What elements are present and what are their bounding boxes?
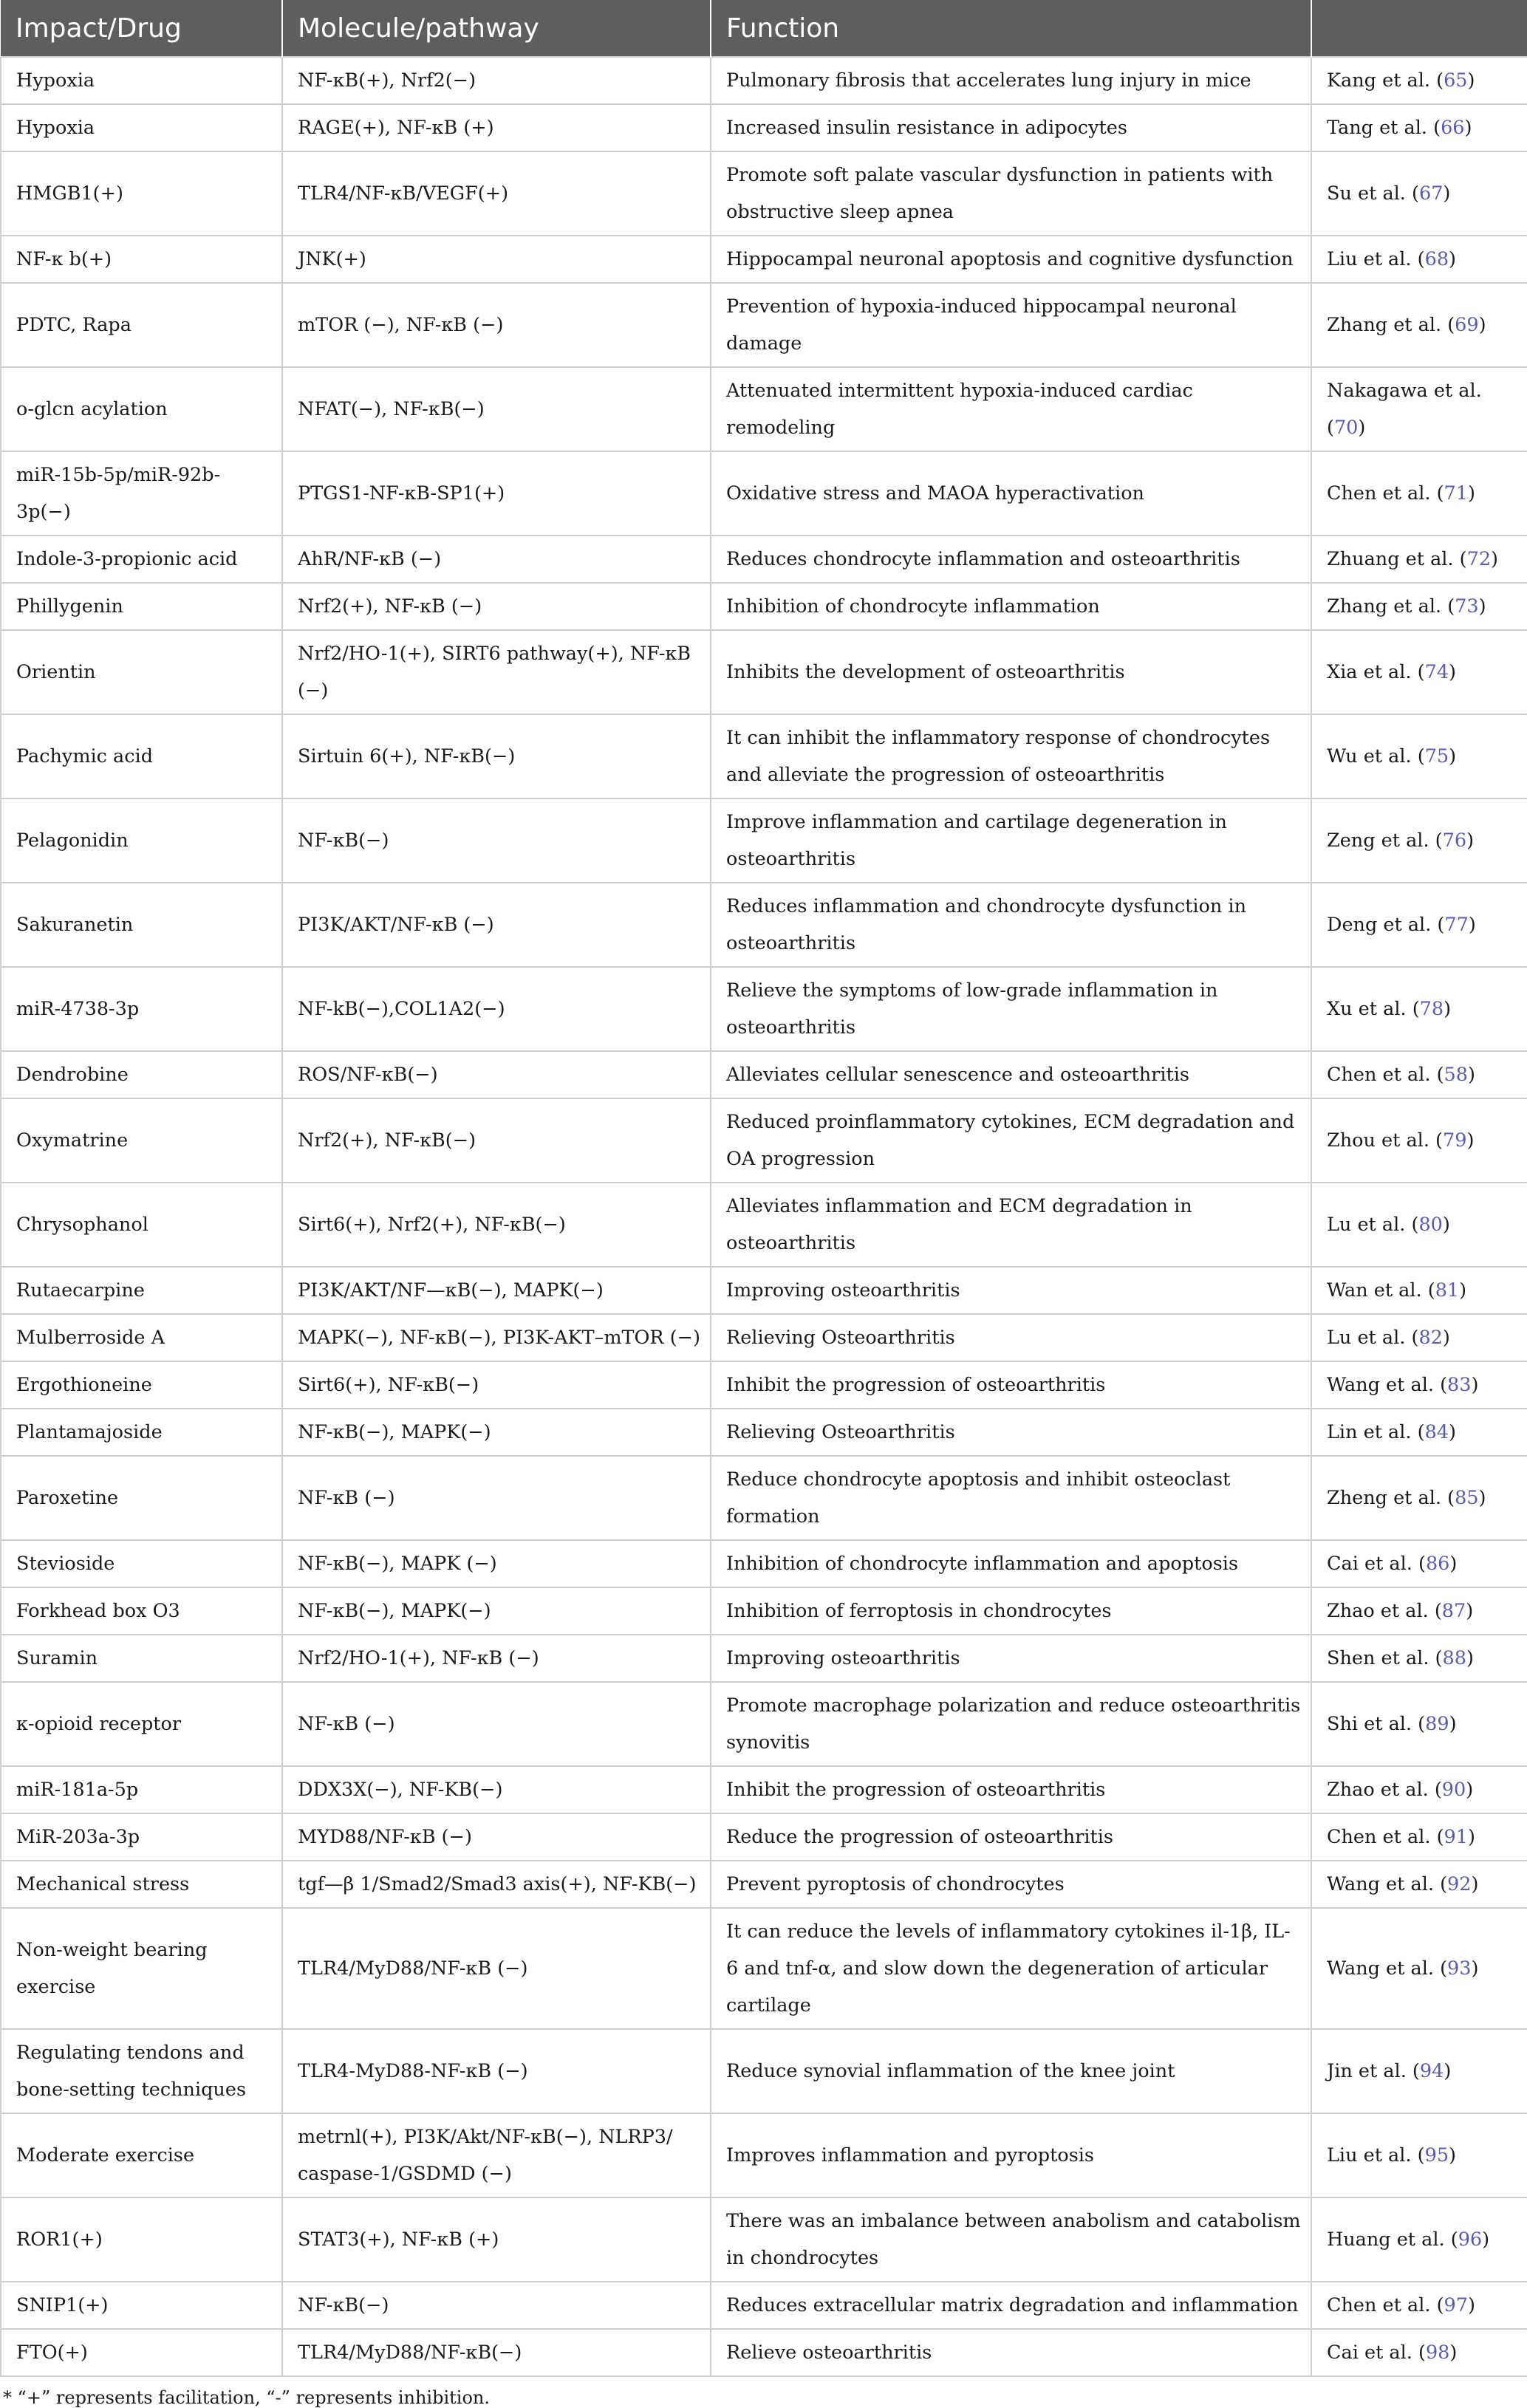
cell-pathway: NF-κB(−) [282,798,711,883]
cell-reference: Wu et al. (75) [1311,714,1527,798]
table-row [1,2197,1527,2282]
reference-author: Lu et al. [1327,1214,1406,1236]
table-row [1,104,1527,151]
cell-pathway: mTOR (−), NF-κB (−) [282,283,711,367]
reference-author: Zhao et al. [1327,1600,1429,1622]
cell-impact: Forkhead box O3 [1,1587,282,1635]
reference-author: Xu et al. [1327,998,1407,1020]
reference-author: Shen et al. [1327,1647,1429,1669]
cell-impact: ROR1(+) [1,2197,282,2282]
reference-link[interactable]: 58 [1444,1064,1468,1086]
table-row [1,2282,1527,2329]
reference-author: Wang et al. [1327,1957,1434,1980]
reference-link[interactable]: 68 [1424,248,1449,270]
table-row [1,1908,1527,2029]
reference-author: Chen et al. [1327,1826,1431,1848]
reference-author: Lu et al. [1327,1327,1406,1349]
cell-pathway: Sirtuin 6(+), NF-κB(−) [282,714,711,798]
cell-pathway: NF-κB (−) [282,1456,711,1540]
cell-impact: Hypoxia [1,104,282,151]
cell-reference: Chen et al. (97) [1311,2282,1527,2329]
cell-impact: FTO(+) [1,2329,282,2376]
cell-reference: Xia et al. (74) [1311,630,1527,714]
cell-function: Reduces extracellular matrix degradation and inflammation [711,2282,1311,2329]
cell-reference: Lu et al. (82) [1311,1314,1527,1361]
table-row [1,283,1527,367]
cell-reference: Xu et al. (78) [1311,967,1527,1051]
cell-impact: miR-181a-5p [1,1766,282,1813]
cell-function: Inhibit the progression of osteoarthritis [711,1361,1311,1409]
reference-link[interactable]: 69 [1455,314,1479,336]
cell-pathway: NF-kB(−),COL1A2(−) [282,967,711,1051]
cell-reference: Zhao et al. (90) [1311,1766,1527,1813]
cell-impact: Chrysophanol [1,1183,282,1267]
reference-author: Su et al. [1327,182,1406,205]
column-header-impact: Impact/Drug [1,0,282,57]
reference-link[interactable]: 78 [1419,998,1444,1020]
reference-link[interactable]: 96 [1458,2229,1483,2251]
reference-author: Zeng et al. [1327,830,1429,852]
cell-pathway: JNK(+) [282,236,711,283]
table-header [1,0,1527,57]
reference-link[interactable]: 76 [1442,830,1467,852]
reference-author: Shi et al. [1327,1713,1412,1735]
cell-reference: Shi et al. (89) [1311,1682,1527,1766]
cell-function: Oxidative stress and MAOA hyperactivation [711,451,1311,536]
cell-pathway: Nrf2(+), NF-κB (−) [282,583,711,630]
cell-function: Reduces inflammation and chondrocyte dysfunction in osteoarthritis [711,883,1311,967]
cell-impact: Rutaecarpine [1,1267,282,1314]
cell-function: There was an imbalance between anabolism and catabolism in chondrocytes [711,2197,1311,2282]
table-row [1,2113,1527,2197]
cell-pathway: MYD88/NF-κB (−) [282,1813,711,1861]
cell-impact: Oxymatrine [1,1098,282,1183]
table-row [1,1587,1527,1635]
cell-function: Inhibition of chondrocyte inflammation and apoptosis [711,1540,1311,1587]
cell-reference: Lu et al. (80) [1311,1183,1527,1267]
cell-function: Inhibition of ferroptosis in chondrocytes [711,1587,1311,1635]
cell-function: Alleviates inflammation and ECM degradation in osteoarthritis [711,1183,1311,1267]
reference-link[interactable]: 70 [1333,417,1359,439]
cell-pathway: PI3K/AKT/NF-κB (−) [282,883,711,967]
cell-reference: Shen et al. (88) [1311,1635,1527,1682]
reference-link[interactable]: 66 [1441,117,1465,139]
reference-link[interactable]: 67 [1418,182,1444,205]
cell-function: Reduce chondrocyte apoptosis and inhibit osteoclast formation [711,1456,1311,1540]
cell-pathway: NF-κB(−) [282,2282,711,2329]
cell-pathway: NF-κB(−), MAPK(−) [282,1409,711,1456]
table-row [1,714,1527,798]
table-row [1,1635,1527,1682]
cell-reference: Wang et al. (93) [1311,1908,1527,2029]
cell-reference: Cai et al. (86) [1311,1540,1527,1587]
cell-reference: Huang et al. (96) [1311,2197,1527,2282]
table-row [1,583,1527,630]
cell-impact: HMGB1(+) [1,151,282,236]
cell-reference: Liu et al. (68) [1311,236,1527,283]
table-row [1,1540,1527,1587]
cell-reference: Lin et al. (84) [1311,1409,1527,1456]
reference-link[interactable]: 97 [1444,2294,1468,2316]
table-row [1,1183,1527,1267]
table-row [1,536,1527,583]
cell-pathway: PTGS1-NF-κB-SP1(+) [282,451,711,536]
reference-author: Zhuang et al. [1327,548,1454,570]
cell-pathway: Sirt6(+), Nrf2(+), NF-κB(−) [282,1183,711,1267]
table-row [1,883,1527,967]
reference-author: Lin et al. [1327,1421,1412,1443]
reference-author: Chen et al. [1327,2294,1431,2316]
reference-author: Cai et al. [1327,2342,1412,2364]
cell-pathway: STAT3(+), NF-κB (+) [282,2197,711,2282]
reference-link[interactable]: 91 [1444,1826,1468,1848]
cell-reference: Chen et al. (91) [1311,1813,1527,1861]
reference-link[interactable]: 85 [1455,1487,1479,1509]
reference-link[interactable]: 73 [1455,595,1479,618]
cell-pathway: NF-κB(+), Nrf2(−) [282,57,711,104]
cell-function: Improves inflammation and pyroptosis [711,2113,1311,2197]
cell-pathway: Sirt6(+), NF-κB(−) [282,1361,711,1409]
cell-pathway: NF-κB (−) [282,1682,711,1766]
cell-reference: Zhao et al. (87) [1311,1587,1527,1635]
cell-function: Relieving Osteoarthritis [711,1409,1311,1456]
cell-reference: Zhang et al. (69) [1311,283,1527,367]
cell-function: Relieve osteoarthritis [711,2329,1311,2376]
cell-pathway: ROS/NF-κB(−) [282,1051,711,1098]
table-row [1,2329,1527,2376]
cell-function: Prevention of hypoxia-induced hippocampal neuronal damage [711,283,1311,367]
cell-impact: Suramin [1,1635,282,1682]
table-row [1,1861,1527,1908]
cell-reference: Tang et al. (66) [1311,104,1527,151]
table-row [1,236,1527,283]
cell-function: Pulmonary fibrosis that accelerates lung injury in mice [711,57,1311,104]
cell-impact: Indole-3-propionic acid [1,536,282,583]
reference-author: Nakagawa et al. [1327,380,1482,402]
cell-function: Reduces chondrocyte inflammation and osteoarthritis [711,536,1311,583]
table-row [1,1051,1527,1098]
reference-link[interactable]: 77 [1444,914,1469,936]
cell-impact: SNIP1(+) [1,2282,282,2329]
cell-function: Attenuated intermittent hypoxia-induced cardiac remodeling [711,367,1311,451]
reference-author: Zhou et al. [1327,1129,1429,1152]
table-row [1,2029,1527,2113]
reference-link[interactable]: 75 [1424,745,1449,767]
cell-impact: Phillygenin [1,583,282,630]
cell-impact: Dendrobine [1,1051,282,1098]
reference-author: Cai et al. [1327,1553,1412,1575]
table-row [1,1813,1527,1861]
cell-pathway: RAGE(+), NF-κB (+) [282,104,711,151]
cell-impact: Sakuranetin [1,883,282,967]
reference-author: Liu et al. [1327,248,1412,270]
reference-link[interactable]: 81 [1435,1279,1460,1302]
cell-function: Alleviates cellular senescence and osteoarthritis [711,1051,1311,1098]
cell-pathway: NFAT(−), NF-κB(−) [282,367,711,451]
table-row [1,967,1527,1051]
cell-reference: Zheng et al. (85) [1311,1456,1527,1540]
table-body [1,57,1527,2376]
cell-function: Hippocampal neuronal apoptosis and cognitive dysfunction [711,236,1311,283]
reference-link[interactable]: 74 [1424,661,1449,683]
cell-impact: Mechanical stress [1,1861,282,1908]
cell-function: Promote macrophage polarization and reduce osteoarthritis synovitis [711,1682,1311,1766]
reference-link[interactable]: 82 [1418,1327,1443,1349]
cell-reference: Cai et al. (98) [1311,2329,1527,2376]
table-footnote: * “+” represents facilitation, “-” represents inhibition. [3,2387,491,2408]
cell-function: Improve inflammation and cartilage degeneration in osteoarthritis [711,798,1311,883]
cell-pathway: AhR/NF-κB (−) [282,536,711,583]
reference-link[interactable]: 90 [1441,1779,1466,1801]
reference-link[interactable]: 83 [1447,1374,1472,1396]
cell-impact: PDTC, Rapa [1,283,282,367]
cell-impact: κ-opioid receptor [1,1682,282,1766]
reference-author: Kang et al. [1327,69,1431,92]
cell-function: Improving osteoarthritis [711,1635,1311,1682]
reference-author: Wang et al. [1327,1374,1434,1396]
cell-pathway: MAPK(−), NF-κB(−), PI3K-AKT–mTOR (−) [282,1314,711,1361]
reference-link[interactable]: 95 [1424,2144,1449,2166]
reference-author: Wang et al. [1327,1873,1434,1895]
cell-reference: Chen et al. (71) [1311,451,1527,536]
cell-reference: Liu et al. (95) [1311,2113,1527,2197]
cell-pathway: TLR4/MyD88/NF-κB (−) [282,1908,711,2029]
table-row [1,1456,1527,1540]
cell-reference: Zhuang et al. (72) [1311,536,1527,583]
table-row [1,451,1527,536]
table-row [1,1682,1527,1766]
column-header-reference [1311,0,1527,57]
cell-reference: Deng et al. (77) [1311,883,1527,967]
cell-impact: Plantamajoside [1,1409,282,1456]
cell-function: Relieve the symptoms of low-grade inflammation in osteoarthritis [711,967,1311,1051]
reference-link[interactable]: 80 [1418,1214,1443,1236]
cell-function: Increased insulin resistance in adipocytes [711,104,1311,151]
cell-function: Inhibits the development of osteoarthritis [711,630,1311,714]
table-row [1,1766,1527,1813]
cell-reference: Zhou et al. (79) [1311,1098,1527,1183]
table-row [1,367,1527,451]
cell-function: Inhibit the progression of osteoarthritis [711,1766,1311,1813]
cell-impact: o-glcn acylation [1,367,282,451]
reference-author: Chen et al. [1327,1064,1431,1086]
reference-author: Huang et al. [1327,2229,1445,2251]
cell-impact: Non-weight bearing exercise [1,1908,282,2029]
reference-author: Deng et al. [1327,914,1432,936]
cell-reference: Su et al. (67) [1311,151,1527,236]
cell-impact: Pachymic acid [1,714,282,798]
reference-author: Zhang et al. [1327,314,1442,336]
reference-link[interactable]: 87 [1441,1600,1466,1622]
cell-impact: Ergothioneine [1,1361,282,1409]
cell-pathway: Nrf2(+), NF-κB(−) [282,1098,711,1183]
table-row [1,1267,1527,1314]
cell-reference: Kang et al. (65) [1311,57,1527,104]
cell-function: Prevent pyroptosis of chondrocytes [711,1861,1311,1908]
cell-pathway: NF-κB(−), MAPK(−) [282,1587,711,1635]
reference-link[interactable]: 84 [1424,1421,1449,1443]
reference-author: Jin et al. [1327,2060,1407,2082]
cell-impact: miR-15b-5p/miR-92b-3p(−) [1,451,282,536]
cell-function: Reduce the progression of osteoarthritis [711,1813,1311,1861]
reference-link[interactable]: 93 [1447,1957,1472,1980]
cell-function: Promote soft palate vascular dysfunction in patients with obstructive sleep apnea [711,151,1311,236]
cell-reference: Jin et al. (94) [1311,2029,1527,2113]
table-row [1,630,1527,714]
reference-author: Xia et al. [1327,661,1412,683]
cell-pathway: DDX3X(−), NF-KB(−) [282,1766,711,1813]
cell-reference: Wang et al. (92) [1311,1861,1527,1908]
cell-function: Inhibition of chondrocyte inflammation [711,583,1311,630]
table-row [1,1361,1527,1409]
cell-function: Reduced proinflammatory cytokines, ECM degradation and OA progression [711,1098,1311,1183]
table-row [1,1409,1527,1456]
reference-link[interactable]: 65 [1444,69,1468,92]
column-header-pathway: Molecule/pathway [282,0,711,57]
reference-author: Wu et al. [1327,745,1412,767]
table-row [1,798,1527,883]
cell-impact: MiR-203a-3p [1,1813,282,1861]
reference-author: Chen et al. [1327,482,1431,504]
column-header-function: Function [711,0,1311,57]
cell-reference: Nakagawa et al. (70) [1311,367,1527,451]
cell-pathway: TLR4/NF-κB/VEGF(+) [282,151,711,236]
cell-impact: Hypoxia [1,57,282,104]
cell-impact: Stevioside [1,1540,282,1587]
reference-link[interactable]: 89 [1425,1713,1449,1735]
reference-link[interactable]: 71 [1444,482,1468,504]
cell-impact: NF-κ b(+) [1,236,282,283]
cell-pathway: tgf—β 1/Smad2/Smad3 axis(+), NF-KB(−) [282,1861,711,1908]
reference-link[interactable]: 98 [1425,2342,1450,2364]
reference-link[interactable]: 72 [1466,548,1492,570]
cell-pathway: Nrf2/HO-1(+), NF-κB (−) [282,1635,711,1682]
cell-impact: Pelagonidin [1,798,282,883]
cell-reference: Zhang et al. (73) [1311,583,1527,630]
cell-function: It can inhibit the inflammatory response of chondrocytes and alleviate the progression of osteoarthritis [711,714,1311,798]
cell-impact: Paroxetine [1,1456,282,1540]
cell-pathway: Nrf2/HO-1(+), SIRT6 pathway(+), NF-κB (−) [282,630,711,714]
cell-impact: Mulberroside A [1,1314,282,1361]
reference-author: Tang et al. [1327,117,1427,139]
reference-author: Zhao et al. [1327,1779,1429,1801]
reference-link[interactable]: 92 [1447,1873,1472,1895]
cell-impact: miR-4738-3p [1,967,282,1051]
table-row [1,151,1527,236]
cell-impact: Moderate exercise [1,2113,282,2197]
table-row [1,1098,1527,1183]
reference-author: Zheng et al. [1327,1487,1441,1509]
cell-function: It can reduce the levels of inflammatory cytokines il-1β, IL-6 and tnf-α, and slow down the degeneration of articular cartilage [711,1908,1311,2029]
cell-function: Reduce synovial inflammation of the knee joint [711,2029,1311,2113]
cell-pathway: NF-κB(−), MAPK (−) [282,1540,711,1587]
reference-link[interactable]: 86 [1425,1553,1450,1575]
table-row [1,1314,1527,1361]
cell-impact: Orientin [1,630,282,714]
reference-link[interactable]: 94 [1419,2060,1444,2082]
header-row [1,0,1527,57]
cell-function: Relieving Osteoarthritis [711,1314,1311,1361]
cell-reference: Wan et al. (81) [1311,1267,1527,1314]
reference-author: Liu et al. [1327,2144,1412,2166]
reference-link[interactable]: 88 [1442,1647,1466,1669]
cell-reference: Wang et al. (83) [1311,1361,1527,1409]
cell-reference: Zeng et al. (76) [1311,798,1527,883]
cell-function: Improving osteoarthritis [711,1267,1311,1314]
cell-pathway: metrnl(+), PI3K/Akt/NF-κB(−), NLRP3/ caspase-1/GSDMD (−) [282,2113,711,2197]
reference-author: Wan et al. [1327,1279,1422,1302]
cell-pathway: TLR4/MyD88/NF-κB(−) [282,2329,711,2376]
table-row [1,57,1527,104]
cell-pathway: TLR4-MyD88-NF-κB (−) [282,2029,711,2113]
cell-reference: Chen et al. (58) [1311,1051,1527,1098]
cell-pathway: PI3K/AKT/NF—κB(−), MAPK(−) [282,1267,711,1314]
reference-link[interactable]: 79 [1443,1129,1467,1152]
reference-author: Zhang et al. [1327,595,1442,618]
cell-impact: Regulating tendons and bone-setting techniques [1,2029,282,2113]
